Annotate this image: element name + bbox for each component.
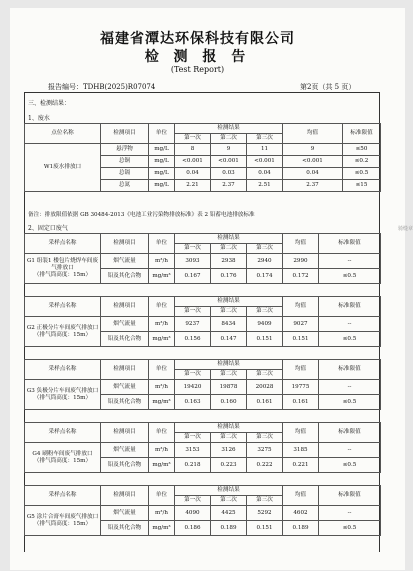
col-header: 单位 [149, 234, 175, 254]
cell: 2.37 [211, 180, 247, 192]
col-header: 第三次 [247, 244, 283, 254]
cell: 0.161 [247, 395, 283, 410]
stack-height: （排气筒高度：15m） [33, 520, 92, 527]
sampling-point [25, 443, 101, 473]
col-header: 检测项目 [101, 486, 149, 506]
col-header: 检测项目 [101, 423, 149, 443]
cell: 0.147 [211, 332, 247, 347]
col-header: 检测结果 [175, 124, 283, 134]
col-header: 均值 [283, 234, 319, 254]
cell: m³/h [149, 506, 175, 521]
section-heading: 三、检测结果： [28, 100, 71, 107]
cell: 4602 [283, 506, 319, 521]
col-header: 第二次 [211, 244, 247, 254]
col-header: 检测项目 [101, 124, 149, 144]
cell: mg/m³ [149, 395, 175, 410]
point-name: G2 正极分片车间废气排放口 [26, 324, 99, 331]
cell: 5292 [247, 506, 283, 521]
stack-height: （排气筒高度：15m） [33, 271, 92, 278]
col-header: 第一次 [175, 370, 211, 380]
report-title-en: (Test Report) [170, 65, 225, 74]
cell: 2940 [247, 254, 283, 269]
stack-height: （排气筒高度：15m） [33, 457, 92, 464]
cell: ≤50 [343, 144, 381, 156]
stack-height: （排气筒高度：15m） [33, 331, 92, 338]
subsection-wastewater: 1、废水 [28, 115, 50, 122]
col-header: 标准限值 [343, 124, 381, 144]
cell: 0.161 [283, 395, 319, 410]
cell: mg/m³ [149, 332, 175, 347]
col-header: 第三次 [247, 134, 283, 144]
cell: 19775 [283, 380, 319, 395]
point-name: W1废水排放口 [25, 144, 101, 192]
cell: 0.04 [175, 168, 211, 180]
cell: 0.174 [247, 269, 283, 284]
cell: ≤0.5 [319, 395, 381, 410]
cell: <0.001 [283, 156, 343, 168]
cell: 0.163 [175, 395, 211, 410]
cell: -- [319, 380, 381, 395]
col-header: 第二次 [211, 496, 247, 506]
cell: mg/m³ [149, 458, 175, 473]
cell: 9409 [247, 317, 283, 332]
cell: 0.218 [175, 458, 211, 473]
subsection-gas: 2、固定口废气 [28, 225, 68, 232]
col-header: 单位 [149, 486, 175, 506]
cell: 3153 [175, 443, 211, 458]
col-header: 检测结果 [175, 234, 283, 244]
sampling-point [25, 380, 101, 410]
gas-group-table [24, 233, 381, 284]
cell: mg/L [149, 168, 175, 180]
cell: 3185 [283, 443, 319, 458]
cell: 铅及其化合物 [101, 332, 149, 347]
cell: 铅及其化合物 [101, 521, 149, 536]
cell: 3126 [211, 443, 247, 458]
cell: 2990 [283, 254, 319, 269]
cell: 0.151 [247, 521, 283, 536]
col-header: 采样点名称 [25, 297, 101, 317]
cell: 0.222 [247, 458, 283, 473]
cell: 0.223 [211, 458, 247, 473]
col-header: 单位 [149, 297, 175, 317]
col-header: 采样点名称 [25, 486, 101, 506]
col-header: 均值 [283, 486, 319, 506]
point-name: G3 负极分片车间废气排放口 [26, 387, 99, 394]
col-header: 均值 [283, 423, 319, 443]
col-header: 点位名称 [25, 124, 101, 144]
cell: 3093 [175, 254, 211, 269]
col-header: 标准限值 [319, 297, 381, 317]
cell: m³/h [149, 380, 175, 395]
cell: 0.04 [247, 168, 283, 180]
cell: 0.04 [283, 168, 343, 180]
cell: ≤0.2 [343, 156, 381, 168]
col-header: 第一次 [175, 307, 211, 317]
cell: 19878 [211, 380, 247, 395]
col-header: 第二次 [211, 134, 247, 144]
cell: m³/h [149, 317, 175, 332]
col-header: 采样点名称 [25, 360, 101, 380]
cell: 铅及其化合物 [101, 269, 149, 284]
cell: 20028 [247, 380, 283, 395]
col-header: 检测结果 [175, 360, 283, 370]
point-name: G1 组装1 楼包片烧焊车间废气排放口 [26, 258, 99, 272]
col-header: 第三次 [247, 433, 283, 443]
col-header: 检测结果 [175, 486, 283, 496]
col-header: 第三次 [247, 496, 283, 506]
col-header: 均值 [283, 360, 319, 380]
col-header: 第一次 [175, 496, 211, 506]
cell: 9237 [175, 317, 211, 332]
col-header: 均值 [283, 124, 343, 144]
cell: 2.37 [283, 180, 343, 192]
col-header: 第二次 [211, 370, 247, 380]
cell: 烟气流量 [101, 380, 149, 395]
report-number: 报告编号：TDHB(2025)R07074 [48, 83, 156, 91]
cell: <0.001 [175, 156, 211, 168]
cell: 4425 [211, 506, 247, 521]
cell: -- [319, 506, 381, 521]
cell: 烟气流量 [101, 506, 149, 521]
cell: 9 [211, 144, 247, 156]
cell: 2.21 [175, 180, 211, 192]
cell: 0.189 [211, 521, 247, 536]
cell: 0.151 [283, 332, 319, 347]
gas-group-table [24, 422, 381, 473]
cell: 0.167 [175, 269, 211, 284]
col-header: 标准限值 [319, 423, 381, 443]
col-header: 单位 [149, 360, 175, 380]
cell: 8434 [211, 317, 247, 332]
cell: 2938 [211, 254, 247, 269]
wastewater-note: 备注：排放限值依据 GB 30484-2013《电池工业污染物排放标准》表 2 铅蓄电池排放标准 [28, 212, 255, 218]
cell: 19420 [175, 380, 211, 395]
company-name: 福建省潭达环保科技有限公司 [100, 31, 295, 47]
gas-group-table [24, 296, 381, 347]
cell: mg/L [149, 156, 175, 168]
cell: 0.172 [283, 269, 319, 284]
col-header: 检测结果 [175, 297, 283, 307]
col-header: 标准限值 [319, 360, 381, 380]
col-header: 第二次 [211, 307, 247, 317]
cell: 0.221 [283, 458, 319, 473]
point-name: G4 刷粉车间废气排放口 [32, 450, 93, 457]
cell: 9027 [283, 317, 319, 332]
cell: 烟气流量 [101, 317, 149, 332]
cell: mg/L [149, 144, 175, 156]
cell: 总镉 [101, 168, 149, 180]
cell: 3275 [247, 443, 283, 458]
cell: ≤0.5 [343, 168, 381, 180]
cell: 烟气流量 [101, 443, 149, 458]
col-header: 均值 [283, 297, 319, 317]
cell: 0.186 [175, 521, 211, 536]
col-header: 检测项目 [101, 234, 149, 254]
seam-mark: 骑缝章 [398, 226, 413, 232]
cell: ≤0.5 [319, 521, 381, 536]
cell: 悬浮物 [101, 144, 149, 156]
cell: mg/m³ [149, 269, 175, 284]
col-header: 采样点名称 [25, 234, 101, 254]
col-header: 第三次 [247, 307, 283, 317]
col-header: 采样点名称 [25, 423, 101, 443]
stack-height: （排气筒高度：15m） [33, 394, 92, 401]
cell: mg/m³ [149, 521, 175, 536]
wastewater-table [24, 123, 381, 192]
col-header: 标准限值 [319, 486, 381, 506]
cell: 0.151 [247, 332, 283, 347]
col-header: 检测项目 [101, 297, 149, 317]
cell: ≤0.5 [319, 332, 381, 347]
cell: 9 [283, 144, 343, 156]
cell: 2.51 [247, 180, 283, 192]
cell: mg/L [149, 180, 175, 192]
cell: <0.001 [211, 156, 247, 168]
col-header: 标准限值 [319, 234, 381, 254]
col-header: 第一次 [175, 134, 211, 144]
cell: 总氮 [101, 180, 149, 192]
gas-group-table [24, 485, 381, 536]
cell: 11 [247, 144, 283, 156]
col-header: 第一次 [175, 244, 211, 254]
col-header: 单位 [149, 423, 175, 443]
point-name: G5 涂片合膏车间废气排放口 [26, 513, 99, 520]
page-number: 第2页（共 5 页） [300, 83, 356, 91]
cell: 0.176 [211, 269, 247, 284]
cell: <0.001 [247, 156, 283, 168]
col-header: 第二次 [211, 433, 247, 443]
cell: 烟气流量 [101, 254, 149, 269]
cell: ≤0.5 [319, 458, 381, 473]
cell: ≤0.5 [319, 269, 381, 284]
cell: 0.189 [283, 521, 319, 536]
sampling-point [25, 506, 101, 536]
cell: 0.03 [211, 168, 247, 180]
col-header: 检测项目 [101, 360, 149, 380]
col-header: 第一次 [175, 433, 211, 443]
col-header: 检测结果 [175, 423, 283, 433]
cell: -- [319, 317, 381, 332]
cell: 8 [175, 144, 211, 156]
sampling-point [25, 317, 101, 347]
cell: 铅及其化合物 [101, 395, 149, 410]
cell: -- [319, 443, 381, 458]
gas-group-table [24, 359, 381, 410]
cell: -- [319, 254, 381, 269]
col-header: 第三次 [247, 370, 283, 380]
cell: ≤15 [343, 180, 381, 192]
cell: 总铜 [101, 156, 149, 168]
cell: 0.156 [175, 332, 211, 347]
cell: m³/h [149, 443, 175, 458]
cell: 4090 [175, 506, 211, 521]
cell: 0.160 [211, 395, 247, 410]
sampling-point [25, 254, 101, 284]
cell: m³/h [149, 254, 175, 269]
cell: 铅及其化合物 [101, 458, 149, 473]
col-header: 单位 [149, 124, 175, 144]
report-title: 检 测 报 告 [144, 49, 251, 65]
